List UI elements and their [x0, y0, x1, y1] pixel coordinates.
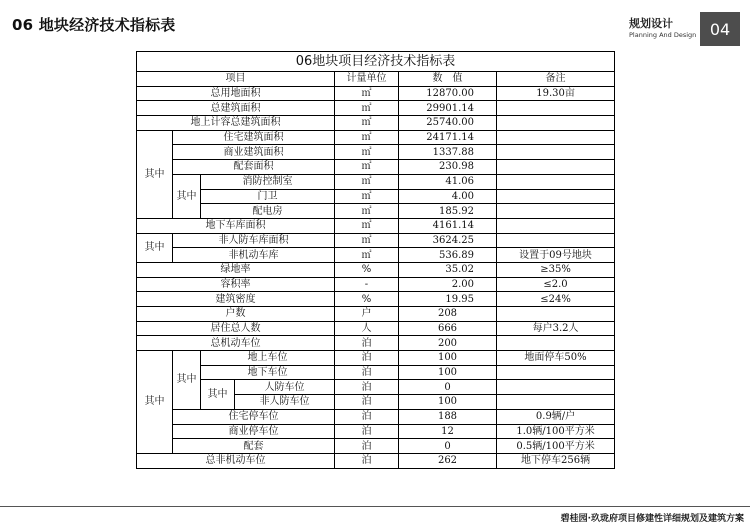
row-value: 230.98	[399, 160, 497, 175]
row-label: 总用地面积	[137, 86, 335, 101]
column-header-item: 项目	[137, 72, 335, 87]
table-row	[137, 365, 615, 380]
table-row	[137, 130, 615, 145]
row-unit: 泊	[335, 365, 399, 380]
row-note: 19.30亩	[497, 86, 615, 101]
indicators-table	[136, 51, 615, 469]
row-note	[497, 218, 615, 233]
row-note: 0.9辆/户	[497, 409, 615, 424]
table-row	[137, 336, 615, 351]
section-label-en: Planning And Design	[629, 31, 697, 39]
row-label: 配套	[173, 439, 335, 454]
row-value: 4.00	[399, 189, 497, 204]
row-unit: ㎡	[335, 145, 399, 160]
group-label: 其中	[137, 130, 173, 218]
row-value: 2.00	[399, 277, 497, 292]
row-label: 建筑密度	[137, 292, 335, 307]
section-number: 04	[700, 12, 740, 46]
row-value: 185.92	[399, 204, 497, 219]
row-label: 总机动车位	[137, 336, 335, 351]
row-note	[497, 204, 615, 219]
row-unit: ㎡	[335, 86, 399, 101]
row-label: 商业停车位	[173, 424, 335, 439]
table-row	[137, 116, 615, 131]
row-value: 100	[399, 351, 497, 366]
column-header-value: 数 值	[399, 72, 497, 87]
group-label: 其中	[173, 351, 201, 410]
row-unit: 泊	[335, 439, 399, 454]
row-note	[497, 189, 615, 204]
row-value: 1337.88	[399, 145, 497, 160]
table-row	[137, 86, 615, 101]
row-value: 19.95	[399, 292, 497, 307]
row-note	[497, 145, 615, 160]
row-note	[497, 380, 615, 395]
table-row	[137, 174, 615, 189]
row-value: 100	[399, 365, 497, 380]
footer-divider	[0, 506, 750, 507]
row-unit: 泊	[335, 424, 399, 439]
row-value: 12870.00	[399, 86, 497, 101]
row-value: 200	[399, 336, 497, 351]
row-value: 25740.00	[399, 116, 497, 131]
row-label: 住宅停车位	[173, 409, 335, 424]
row-unit: ㎡	[335, 174, 399, 189]
row-note: 0.5辆/100平方米	[497, 439, 615, 454]
section-label-cn: 规划设计	[629, 17, 673, 30]
row-unit: ㎡	[335, 130, 399, 145]
row-value: 24171.14	[399, 130, 497, 145]
row-label: 人防车位	[235, 380, 335, 395]
row-unit: ㎡	[335, 160, 399, 175]
row-value: 0	[399, 380, 497, 395]
row-label: 非机动车库	[173, 248, 335, 263]
table-row	[137, 189, 615, 204]
table-row	[137, 321, 615, 336]
row-unit: ㎡	[335, 189, 399, 204]
row-note: 设置于09号地块	[497, 248, 615, 263]
group-label: 其中	[173, 174, 201, 218]
row-value: 4161.14	[399, 218, 497, 233]
table-row	[137, 248, 615, 263]
table-row	[137, 453, 615, 468]
row-note: ≥35%	[497, 262, 615, 277]
row-value: 35.02	[399, 262, 497, 277]
row-unit: 泊	[335, 395, 399, 410]
section-label	[627, 15, 697, 41]
column-header-unit: 计量单位	[335, 72, 399, 87]
row-label: 非人防车位	[235, 395, 335, 410]
row-unit: %	[335, 292, 399, 307]
row-label: 门卫	[201, 189, 335, 204]
row-note	[497, 307, 615, 322]
row-note: ≤2.0	[497, 277, 615, 292]
row-value: 29901.14	[399, 101, 497, 116]
row-label: 绿地率	[137, 262, 335, 277]
row-note	[497, 116, 615, 131]
row-unit: ㎡	[335, 248, 399, 263]
row-value: 262	[399, 453, 497, 468]
row-note	[497, 365, 615, 380]
group-label: 其中	[201, 380, 235, 409]
row-note: 每户3.2人	[497, 321, 615, 336]
row-label: 容积率	[137, 277, 335, 292]
table-row	[137, 160, 615, 175]
row-label: 消防控制室	[201, 174, 335, 189]
column-header-note: 备注	[497, 72, 615, 87]
table-row	[137, 204, 615, 219]
table-row	[137, 292, 615, 307]
row-note: 地面停车50%	[497, 351, 615, 366]
row-unit: ㎡	[335, 218, 399, 233]
row-note: 1.0辆/100平方米	[497, 424, 615, 439]
table-row	[137, 218, 615, 233]
row-value: 666	[399, 321, 497, 336]
row-value: 188	[399, 409, 497, 424]
row-value: 3624.25	[399, 233, 497, 248]
row-note	[497, 395, 615, 410]
row-unit: ㎡	[335, 116, 399, 131]
page-title: 06 地块经济技术指标表	[12, 16, 176, 34]
row-note	[497, 336, 615, 351]
row-unit: 泊	[335, 409, 399, 424]
row-unit: ㎡	[335, 204, 399, 219]
row-note	[497, 160, 615, 175]
row-label: 总建筑面积	[137, 101, 335, 116]
table-row	[137, 307, 615, 322]
row-value: 208	[399, 307, 497, 322]
row-note	[497, 130, 615, 145]
row-label: 户数	[137, 307, 335, 322]
table-row	[137, 145, 615, 160]
row-note: 地下停车256辆	[497, 453, 615, 468]
row-value: 41.06	[399, 174, 497, 189]
row-label: 配套面积	[173, 160, 335, 175]
row-label: 地下车位	[201, 365, 335, 380]
row-unit: -	[335, 277, 399, 292]
row-label: 居住总人数	[137, 321, 335, 336]
table-row	[137, 101, 615, 116]
row-label: 住宅建筑面积	[173, 130, 335, 145]
table-title: 06地块项目经济技术指标表	[137, 52, 615, 72]
row-label: 非人防车库面积	[173, 233, 335, 248]
row-unit: 泊	[335, 380, 399, 395]
row-label: 配电房	[201, 204, 335, 219]
table-title-row	[137, 52, 615, 72]
table-row	[137, 277, 615, 292]
group-label: 其中	[137, 351, 173, 454]
table-row	[137, 380, 615, 395]
footer-project-name: 碧桂园·玖珑府项目修建性详细规划及建筑方案	[560, 514, 744, 524]
table-row	[137, 262, 615, 277]
row-note	[497, 174, 615, 189]
row-unit: 泊	[335, 453, 399, 468]
row-note: ≤24%	[497, 292, 615, 307]
row-unit: 泊	[335, 351, 399, 366]
row-unit: ㎡	[335, 101, 399, 116]
row-note	[497, 101, 615, 116]
table-row	[137, 409, 615, 424]
row-note	[497, 233, 615, 248]
row-unit: 人	[335, 321, 399, 336]
row-label: 地上计容总建筑面积	[137, 116, 335, 131]
row-value: 536.89	[399, 248, 497, 263]
row-label: 商业建筑面积	[173, 145, 335, 160]
row-label: 总非机动车位	[137, 453, 335, 468]
row-unit: ㎡	[335, 233, 399, 248]
row-unit: %	[335, 262, 399, 277]
row-value: 12	[399, 424, 497, 439]
row-label: 地上车位	[201, 351, 335, 366]
group-label: 其中	[137, 233, 173, 262]
row-unit: 户	[335, 307, 399, 322]
table-header-row	[137, 72, 615, 87]
table-row	[137, 424, 615, 439]
row-value: 100	[399, 395, 497, 410]
table-row	[137, 439, 615, 454]
table-row	[137, 351, 615, 366]
row-unit: 泊	[335, 336, 399, 351]
row-value: 0	[399, 439, 497, 454]
row-label: 地下车库面积	[137, 218, 335, 233]
table-row	[137, 233, 615, 248]
